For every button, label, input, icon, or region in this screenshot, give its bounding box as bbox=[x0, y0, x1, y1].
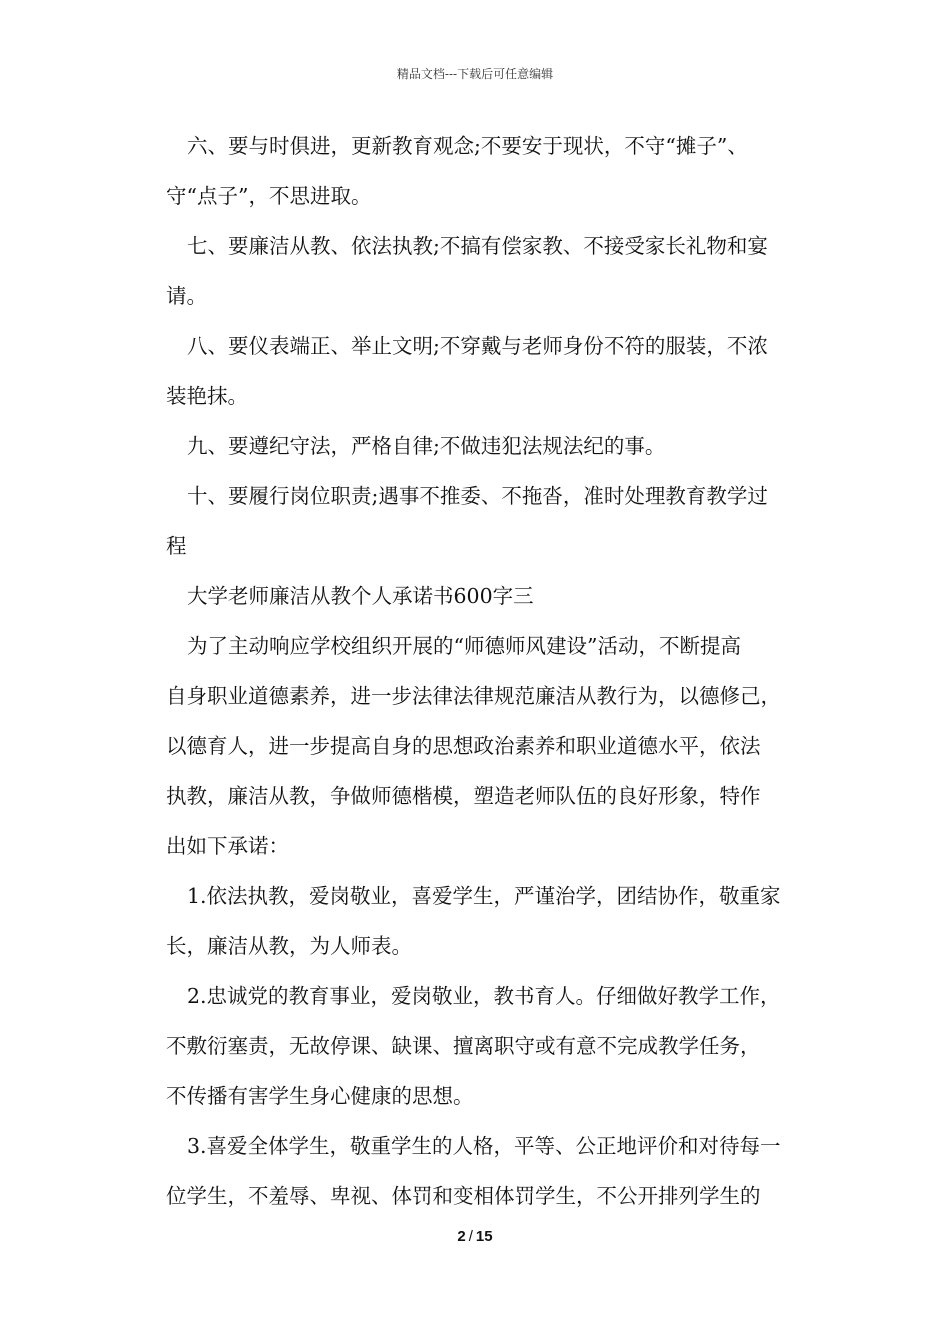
paragraph-line: 位学生，不羞辱、卑视、体罚和变相体罚学生，不公开排列学生的 bbox=[166, 1184, 761, 1208]
paragraph-line: 1.依法执教，爱岗敬业，喜爱学生，严谨治学，团结协作，敬重家 bbox=[187, 884, 781, 908]
total-pages-number: 15 bbox=[475, 1228, 493, 1245]
paragraph-line: 2.忠诚党的教育事业，爱岗敬业，教书育人。仔细做好教学工作， bbox=[187, 984, 781, 1008]
paragraph-line: 六、要与时俱进，更新教育观念;不要安于现状，不守“摊子”、 bbox=[187, 134, 748, 158]
paragraph-line: 长，廉洁从教，为人师表。 bbox=[166, 934, 412, 958]
section-heading bbox=[145, 571, 817, 621]
paragraph-line: 不传播有害学生身心健康的思想。 bbox=[166, 1084, 474, 1108]
paragraph-line: 为了主动响应学校组织开展的“师德师风建设”活动，不断提高 bbox=[187, 634, 741, 658]
pledge-item-3 bbox=[145, 1121, 817, 1221]
paragraph-line: 八、要仪表端正、举止文明;不穿戴与老师身份不符的服装，不浓 bbox=[187, 334, 768, 358]
page-header: 精品文档---下载后可任意编辑 bbox=[396, 67, 554, 81]
pledge-item-1 bbox=[145, 871, 817, 971]
pledge-item-2 bbox=[145, 971, 817, 1121]
paragraph-4 bbox=[145, 421, 817, 471]
paragraph-line: 装艳抹。 bbox=[166, 384, 248, 408]
paragraph-line: 自身职业道德素养，进一步法律法律规范廉洁从教行为，以德修己， bbox=[166, 684, 781, 708]
paragraph-line: 出如下承诺： bbox=[166, 834, 289, 858]
paragraph-3 bbox=[145, 321, 817, 421]
paragraph-2 bbox=[145, 221, 817, 321]
paragraph-line: 请。 bbox=[166, 284, 207, 308]
paragraph-line: 3.喜爱全体学生，敬重学生的人格，平等、公正地评价和对待每一 bbox=[187, 1134, 781, 1158]
paragraph-intro bbox=[145, 621, 817, 871]
paragraph-5 bbox=[145, 471, 817, 571]
paragraph-line: 守“点子”，不思进取。 bbox=[166, 184, 372, 208]
current-page-number: 2 bbox=[457, 1228, 466, 1245]
paragraph-line: 九、要遵纪守法，严格自律;不做违犯法规法纪的事。 bbox=[187, 434, 666, 458]
paragraph-line: 不敷衍塞责，无故停课、缺课、擅离职守或有意不完成教学任务， bbox=[166, 1034, 761, 1058]
paragraph-line: 程 bbox=[166, 534, 187, 558]
page-separator: / bbox=[468, 1228, 473, 1245]
paragraph-line: 七、要廉洁从教、依法执教;不搞有偿家教、不接受家长礼物和宴 bbox=[187, 234, 768, 258]
heading-line: 大学老师廉洁从教个人承诺书600字三 bbox=[187, 584, 534, 608]
paragraph-1 bbox=[145, 121, 817, 221]
document-body bbox=[145, 121, 817, 1221]
page-number bbox=[0, 1227, 950, 1247]
paragraph-line: 以德育人，进一步提高自身的思想政治素养和职业道德水平，依法 bbox=[166, 734, 761, 758]
paragraph-line: 执教，廉洁从教，争做师德楷模，塑造老师队伍的良好形象，特作 bbox=[166, 784, 761, 808]
paragraph-line: 十、要履行岗位职责;遇事不推委、不拖沓，准时处理教育教学过 bbox=[187, 484, 768, 508]
